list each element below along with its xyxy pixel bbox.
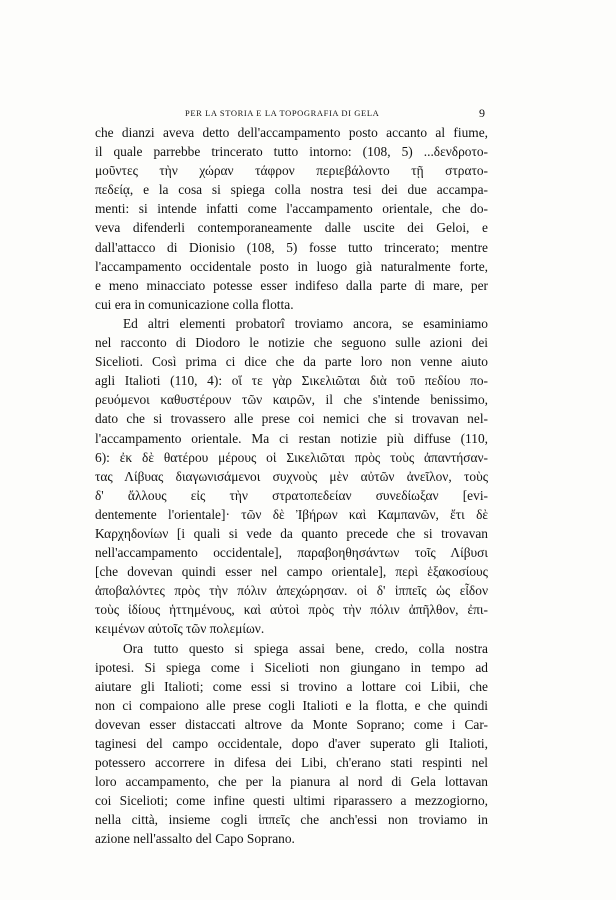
text-line: l'accampamento occidentale posto in luogo già naturalmente forte, [95, 258, 488, 274]
text-line: Ora tutto questo si spiega assai bene, credo, colla nostra [123, 640, 488, 656]
text-line: coi Sicelioti; come infine questi ultimi riparassero a mezzogiorno, [95, 793, 488, 809]
text-line: ἀποβαλόντες πρὸς τὴν πόλιν ἀπεχώρησαν. οἱ δ' ἱππεῖς ὡς εἶδον [95, 583, 488, 599]
text-line: dentemente l'orientale]· τῶν δὲ Ἰβήρων καὶ Καμπανῶν, ἔτι δὲ [95, 506, 488, 522]
text-line: δ' ἄλλους εἰς τὴν στρατοπεδείαν συνεδίωξαν [evi- [95, 487, 488, 503]
text-line: ipotesi. Si spiega come i Sicelioti non giungano in tempo ad [95, 659, 488, 675]
text-line: Ed altri elementi probatorî troviamo ancora, se esaminiamo [123, 315, 488, 331]
text-line: κειμένων αὐτοῖς τῶν πολεμίων. [95, 621, 265, 637]
text-line: taginesi del campo occidentale, dopo d'aver superato gli Italioti, [95, 736, 488, 751]
paragraph [95, 123, 488, 314]
text-line: dato che si trovassero alle prese coi nemici che si trovavan nel- [95, 411, 488, 427]
text-line: Sicelioti. Così prima ci dice che da parte loro non venne aiuto [95, 354, 488, 370]
running-header [95, 108, 485, 122]
text-line: veva difenderli contemporaneamente dalle uscite dei Geloi, e [95, 220, 488, 236]
text-line: πεδείᾳ, e la cosa si spiega colla nostra tesi dei due accampa- [95, 182, 488, 198]
text-line: non ci compaiono alle prese cogli Italioti e la flotta, e che quindi [95, 697, 488, 713]
text-line: aiutare gli Italioti; come essi si trovino a lottare coi Libii, che [95, 678, 488, 694]
text-line: dall'attacco di Dionisio (108, 5) fosse tutto trincerato; mentre [95, 239, 488, 255]
text-line: nella città, insieme cogli ἱππεῖς che anch'essi non troviamo in [95, 812, 488, 828]
text-line: 6): ἐκ δὲ θατέρου μέρους οἱ Σικελιῶται πρὸς τοὺς ἀπαντήσαν- [95, 449, 488, 465]
text-line: μοῦντες τὴν χώραν τάφρον περιεβάλοντο τῇ στρατο- [95, 163, 488, 179]
text-line: Καρχηδονίων [i quali si vede da quanto precede che si trovavan [95, 525, 488, 541]
text-line: cui era in comunicazione colla flotta. [95, 296, 294, 312]
running-title: PER LA STORIA E LA TOPOGRAFIA DI GELA [185, 108, 380, 118]
text-line: e meno minacciato potesse esser indifeso dalla parte di mare, per [95, 277, 488, 293]
text-line: che dianzi aveva detto dell'accampamento posto accanto al fiume, [95, 125, 488, 140]
text-line: loro accampamento, che per la pianura al nord di Gela lottavan [95, 774, 488, 790]
text-line: nell'accampamento occidentale], παραβοηθησάντων τοῖς Λίβυσι [95, 545, 488, 561]
text-line: l'accampamento orientale. Ma ci restan notizie più diffuse (110, [95, 430, 488, 446]
body-text [95, 123, 488, 849]
text-line: il quale parrebbe trincerato tutto intorno: (108, 5) ...δενδροτο- [95, 144, 488, 160]
page-number: 9 [479, 106, 485, 120]
text-line: dovevan esser distaccati altrove da Monte Soprano; come i Car- [95, 716, 488, 732]
text-line: τας Λίβυας διαγωνισάμενοι συχνοὺς μὲν αὐτῶν ἀνεῖλον, τοὺς [95, 468, 488, 484]
paragraph [95, 639, 488, 849]
text-line: [che dovevan quindi esser nel campo orientale], περὶ ἑξακοσίους [95, 564, 488, 580]
text-line: τοὺς ἰδίους ἡττημένους, καὶ αὐτοὶ πρὸς τὴν πόλιν ἀπῆλθον, ἐπι- [95, 602, 488, 618]
paragraph [95, 314, 488, 639]
text-line: potessero accorrere in difesa dei Libi, ch'erano stati respinti nel [95, 755, 488, 771]
text-line: azione nell'assalto del Capo Soprano. [95, 831, 295, 847]
text-line: nel racconto di Diodoro le notizie che seguono sulle azioni dei [95, 335, 488, 351]
text-line: menti: si intende infatti come l'accampamento orientale, che do- [95, 201, 488, 217]
text-line: agli Italioti (110, 4): οἵ τε γὰρ Σικελιῶται διὰ τοῦ πεδίου πο- [95, 373, 488, 389]
text-line: ρευόμενοι καθυστέρουν τῶν καιρῶν, il che s'intende benissimo, [95, 392, 488, 408]
